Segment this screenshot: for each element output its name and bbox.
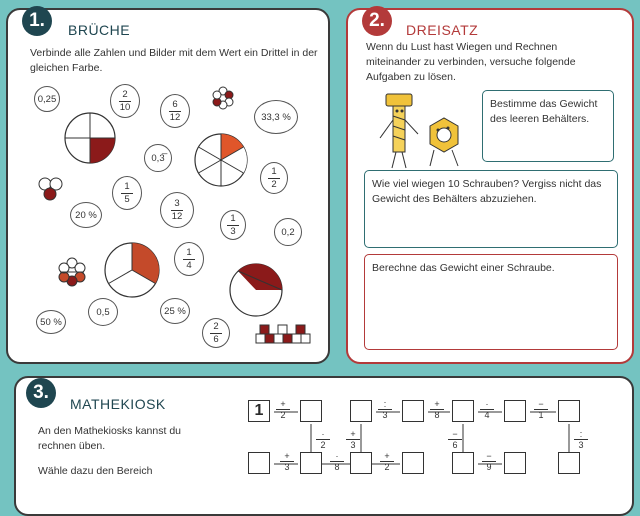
op-divide-3-down: : 3 [574, 430, 588, 450]
frac-num: 6 [172, 98, 178, 110]
frac-num: 1 [230, 212, 236, 224]
frac-num: 2 [213, 320, 219, 332]
section-number-badge: 3. [26, 378, 56, 408]
fraction-pictures [8, 10, 332, 366]
nut-character [430, 118, 458, 166]
bubble-0-3-repeating[interactable]: 0,3̅ [144, 144, 172, 172]
bubble-25-percent[interactable]: 25 % [160, 298, 190, 324]
frac-num: 1 [186, 246, 192, 258]
frac-den: 4 [186, 259, 192, 271]
answer-box[interactable] [402, 452, 424, 474]
frac-den: 5 [124, 193, 130, 205]
frac-den: 3 [230, 225, 236, 237]
answer-box[interactable] [452, 452, 474, 474]
section-number-badge: 1. [22, 6, 52, 36]
bubble-0-2[interactable]: 0,2 [274, 218, 302, 246]
frac-den: 6 [213, 333, 219, 345]
section-intro: Wenn du Lust hast Wiegen und Rechnen miteinander zu verbinden, versuche folgende Aufgaben zu lösen. [366, 41, 576, 83]
op-plus-2: + 2 [276, 400, 290, 420]
section-text-2: Wähle dazu den Bereich [38, 465, 153, 477]
pie-sixths[interactable] [195, 134, 247, 186]
answer-box[interactable] [558, 452, 580, 474]
op-plus-3-up: + 3 [346, 430, 360, 450]
answer-box[interactable] [300, 452, 322, 474]
op-plus-2-row2: + 2 [380, 452, 394, 472]
bolt-and-nut-illustration [372, 92, 472, 174]
task-text: Bestimme das Gewicht des leeren Behälters. [490, 98, 598, 125]
task-box-ten-screws[interactable] [364, 170, 618, 248]
answer-box[interactable] [504, 452, 526, 474]
op-minus-9: − 9 [482, 452, 496, 472]
task-box-one-screw[interactable] [364, 254, 618, 350]
op-minus-6: − 6 [448, 430, 462, 450]
section-title: MATHEKIOSK [70, 396, 166, 412]
pie-thirds[interactable] [105, 243, 159, 297]
flower-small-top[interactable] [213, 87, 233, 109]
op-plus-3: + 3 [280, 452, 294, 472]
op-plus-8: + 8 [430, 400, 444, 420]
section-instruction: Verbinde alle Zahlen und Bilder mit dem Wert ein Drittel in der gleichen Farbe. [30, 47, 318, 74]
hexagon-cluster[interactable] [39, 178, 62, 200]
task-text: Berechne das Gewicht einer Schraube. [372, 262, 555, 274]
section-proportion-card [346, 8, 634, 364]
bubble-50-percent[interactable]: 50 % [36, 310, 66, 334]
op-times-8: · 8 [330, 452, 344, 472]
op-times-2: · 2 [316, 430, 330, 450]
frac-num: 3 [174, 197, 180, 209]
block-bar[interactable] [256, 325, 310, 343]
frac-den: 12 [169, 111, 181, 123]
frac-num: 1 [271, 165, 277, 177]
op-divide-3: : 3 [378, 400, 392, 420]
op-minus-1: − 1 [534, 400, 548, 420]
section-fractions-card [6, 8, 330, 364]
bolt-character [380, 94, 418, 168]
frac-num: 1 [124, 180, 130, 192]
section-title: BRÜCHE [68, 22, 131, 38]
pie-quarters[interactable] [65, 113, 115, 163]
section-text: An den Mathekiosks kannst du rechnen üben. [38, 425, 182, 452]
task-text: Wie viel wiegen 10 Schrauben? Vergiss nicht das Gewicht des Behälters abzuziehen. [372, 178, 602, 205]
section-title: DREISATZ [406, 22, 479, 38]
bubble-0-25[interactable]: 0,25 [34, 86, 60, 112]
section-number-badge: 2. [362, 6, 392, 36]
bubble-20-percent[interactable]: 20 % [70, 202, 102, 228]
flower-bottom[interactable] [59, 258, 85, 286]
pie-large-dark[interactable] [230, 264, 282, 316]
task-box-empty-container[interactable] [482, 90, 614, 162]
op-times-4: · 4 [480, 400, 494, 420]
bubble-0-5[interactable]: 0,5 [88, 298, 118, 326]
section-math-kiosk-card [14, 376, 634, 516]
frac-den: 12 [171, 210, 183, 222]
frac-den: 10 [119, 101, 131, 113]
chain-start-box: 1 [248, 400, 270, 422]
answer-box[interactable] [248, 452, 270, 474]
answer-box[interactable] [350, 452, 372, 474]
frac-den: 2 [271, 178, 277, 190]
frac-num: 2 [122, 88, 128, 100]
bubble-33-3-percent[interactable]: 33,3 % [254, 100, 298, 134]
